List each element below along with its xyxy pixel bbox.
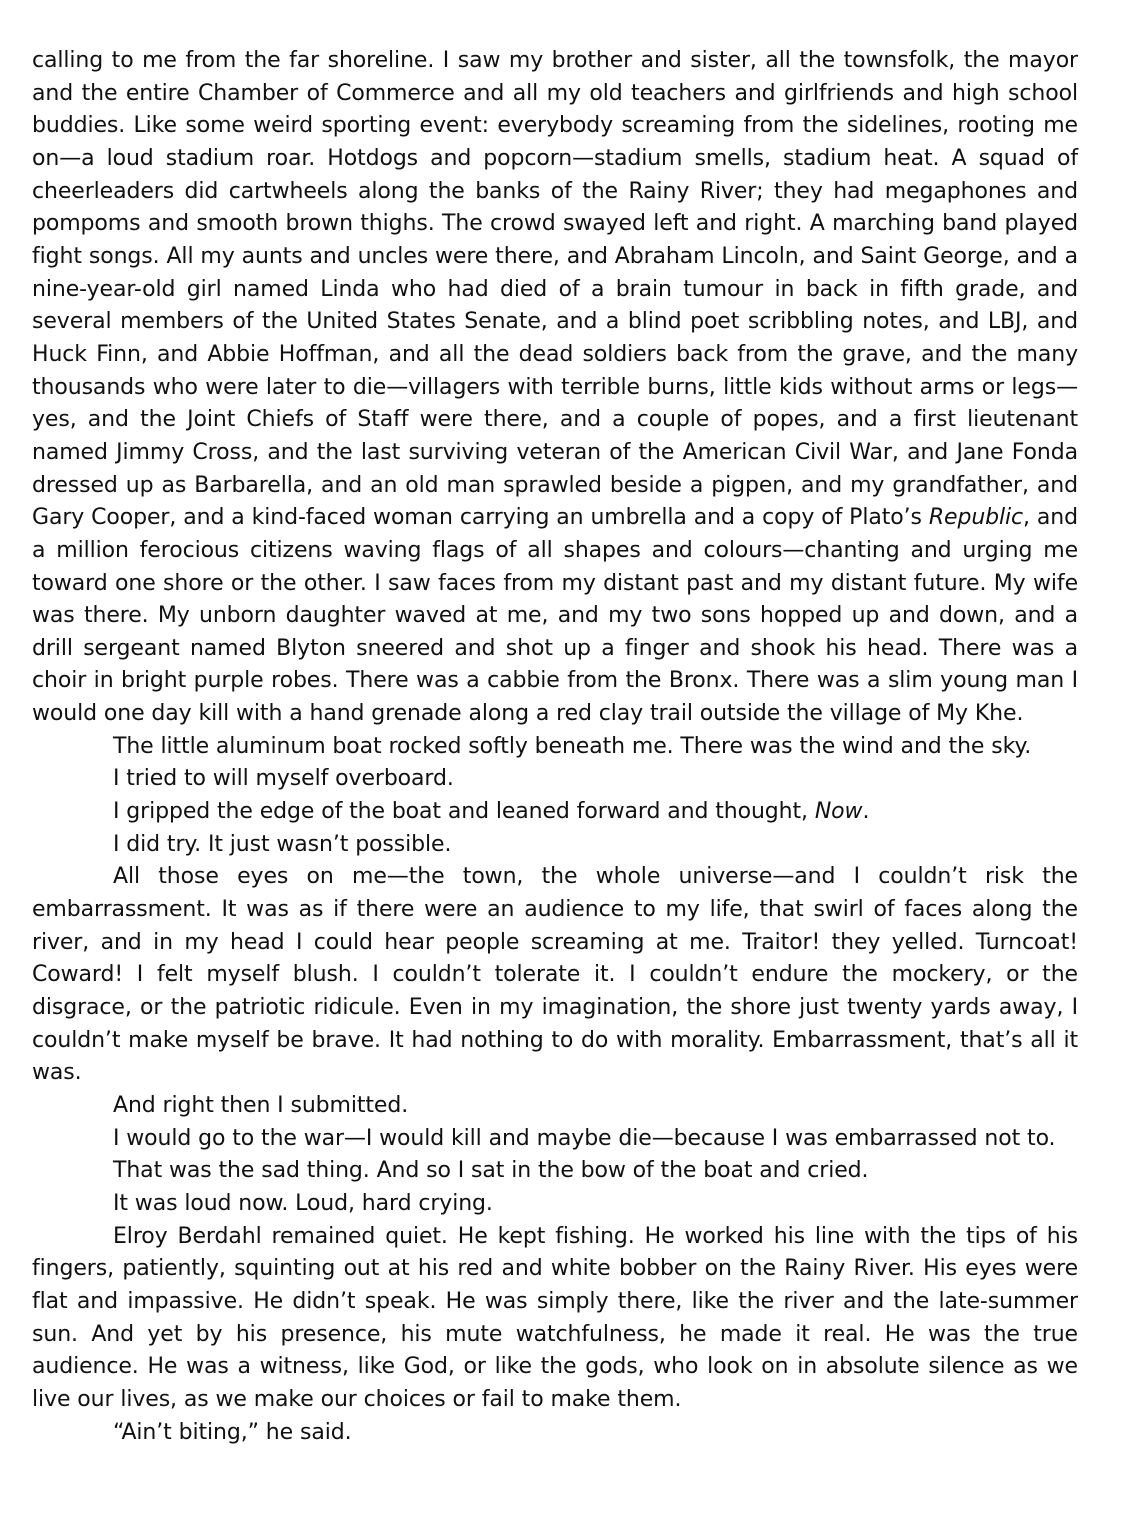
paragraph-aint-biting: “Ain’t biting,” he said.	[113, 1419, 352, 1445]
book-title-republic: Republic	[928, 505, 1024, 531]
paragraph-sad-thing: That was the sad thing. And so I sat in the bow of the boat and cried.	[113, 1158, 869, 1184]
paragraph-loud-crying: It was loud now. Loud, hard crying.	[113, 1190, 493, 1216]
document-page	[32, 45, 1078, 1449]
paragraph-shoreline-crowd: calling to me from the far shoreline. I saw my brother and sister, all the townsfolk, the mayor and the entire Chamber of Commerce and all my old teachers and girlfriends and high school buddies. Like some weird sporting event: everybody screaming from the sidelines, rooting me on—a loud stadium roar. Hotdogs and popcorn—stadium smells, stadium heat. A squad of cheerleaders did cartwheels along the banks of the Rainy River; they had megaphones and pompoms and smooth brown thighs. The crowd swayed left and right. A marching band played fight songs. All my aunts and uncles were there, and Abraham Lincoln, and Saint George, and a nine-year-old girl named Linda who had died of a brain tumour in back in fifth grade, and several members of the United States Senate, and a blind poet scribbling notes, and LBJ, and Huck Finn, and Abbie Hoffman, and all the dead soldiers back from the grave, and the many thousands who were later to die—villagers with terrible burns, little kids without arms or legs—yes, and the Joint Chiefs of Staff were there, and a couple of popes, and a first lieutenant named Jimmy Cross, and the last surviving veteran of the American Civil War, and Jane Fonda dressed up as Barbarella, and an old man sprawled beside a pigpen, and my grandfather, and Gary Cooper, and a kind-faced woman carrying an umbrella and a copy of Plato’s Republic, and a million ferocious citizens waving flags of all shapes and colours—chanting and urging me toward one shore or the other. I saw faces from my distant past and my distant future. My wife was there. My unborn daughter waved at me, and my two sons hopped up and down, and a drill sergeant named Blyton sneered and shot up a finger and shook his head. There was a choir in bright purple robes. There was a cabbie from the Bronx. There was a slim young man I would one day kill with a hand grenade along a red clay trail outside the village of My Khe.	[32, 48, 1078, 727]
paragraph-did-try: I did try. It just wasn’t possible.	[113, 831, 452, 857]
emphasis-now: Now	[814, 799, 863, 825]
paragraph-go-to-war: I would go to the war—I would kill and maybe die—because I was embarrassed not to.	[113, 1125, 1056, 1151]
paragraph-submitted: And right then I submitted.	[113, 1093, 409, 1118]
paragraph-gripped-edge: I gripped the edge of the boat and leaned forward and thought, Now.	[113, 799, 870, 825]
paragraph-boat-rocked: The little aluminum boat rocked softly beneath me. There was the wind and the sky.	[113, 733, 1032, 759]
paragraph-embarrassment: All those eyes on me—the town, the whole universe—and I couldn’t risk the embarrassment. It was as if there were an audience to my life, that swirl of faces along the river, and in my head I could hear people screaming at me. Traitor! they yelled. Turncoat! Coward! I felt myself blush. I couldn’t tolerate it. I couldn’t endure the mockery, or the disgrace, or the patriotic ridicule. Even in my imagination, the shore just twenty yards away, I couldn’t make myself be brave. It had nothing to do with morality. Embarrassment, that’s all it was.	[32, 864, 1078, 1086]
paragraph-will-overboard: I tried to will myself overboard.	[113, 766, 454, 792]
paragraph-elroy-berdahl: Elroy Berdahl remained quiet. He kept fishing. He worked his line with the tips of his fingers, patiently, squinting out at his red and white bobber on the Rainy River. His eyes were flat and impassive. He didn’t speak. He was simply there, like the river and the late-summer sun. And yet by his presence, his mute watchfulness, he made it real. He was the true audience. He was a witness, like God, or like the gods, who look on in absolute silence as we live our lives, as we make our choices or fail to make them.	[32, 1223, 1078, 1412]
